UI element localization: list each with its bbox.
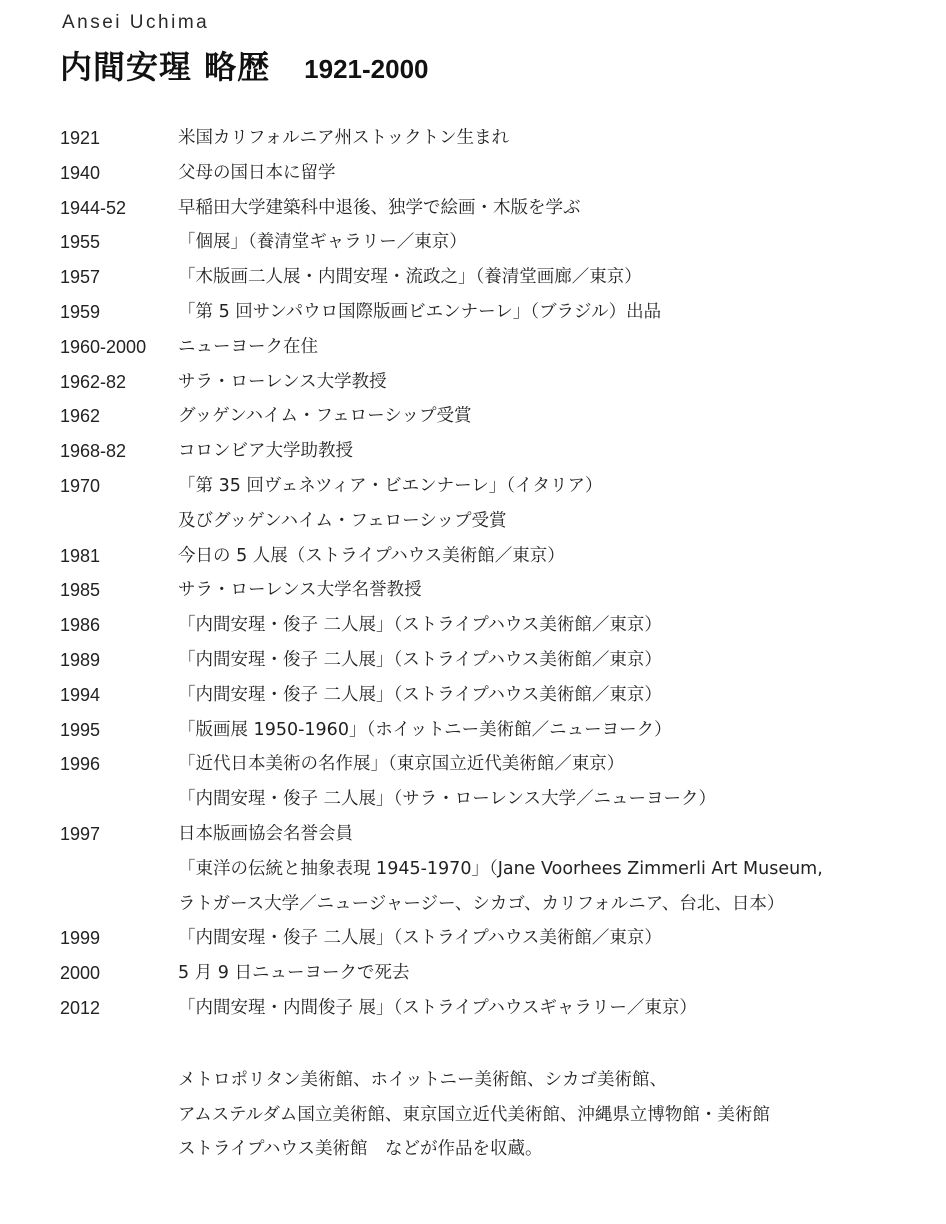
entry-text: 「内間安瑆・俊子 二人展」（ストライプハウス美術館／東京） — [178, 928, 662, 949]
entry-text: 「内間安瑆・俊子 二人展」（ストライプハウス美術館／東京） — [178, 615, 662, 636]
title-text: 内間安瑆 略歴 — [60, 48, 271, 86]
entry-year: 1999 — [60, 928, 101, 949]
entry-year: 1989 — [60, 650, 101, 670]
entry-year: 2000 — [60, 963, 101, 984]
entry-year: 1957 — [60, 267, 101, 288]
entry-year: 1995 — [60, 719, 101, 740]
entry-year: 1986 — [60, 615, 101, 636]
entry-year: 1959 — [60, 302, 101, 322]
entry-text: 「第 35 回ヴェネツィア・ビエンナーレ」（イタリア） — [178, 476, 603, 496]
entry-year: 1944-52 — [60, 197, 127, 218]
entry-text: 「個展」（養清堂ギャラリー／東京） — [178, 232, 467, 253]
entry-year: 1962-82 — [60, 371, 127, 392]
entry-text: 「内間安瑆・俊子 二人展」（サラ・ローレンス大学／ニューヨーク） — [178, 789, 716, 810]
entry-year: 2012 — [60, 998, 101, 1018]
title-years: 1921-2000 — [304, 54, 429, 84]
entry-text: ラトガース大学／ニュージャージー、シカゴ、カリフォルニア、台北、日本） — [178, 893, 785, 914]
entry-text: 「内間安瑆・俊子 二人展」（ストライプハウス美術館／東京） — [178, 650, 662, 670]
collection-line: メトロポリタン美術館、ホイットニー美術館、シカゴ美術館、 — [178, 1070, 667, 1090]
entry-year: 1985 — [60, 580, 101, 601]
entry-year: 1996 — [60, 754, 101, 775]
entry-text: 「近代日本美術の名作展」（東京国立近代美術館／東京） — [178, 754, 625, 775]
entry-year: 1960-2000 — [60, 336, 147, 357]
entry-text: 「第 5 回サンパウロ国際版画ビエンナーレ」（ブラジル）出品 — [178, 302, 662, 322]
entry-text: 父母の国日本に留学 — [178, 162, 336, 183]
collection-line: アムステルダム国立美術館、東京国立近代美術館、沖縄県立博物館・美術館 — [178, 1104, 770, 1125]
entry-text: 日本版画協会名誉会員 — [178, 824, 353, 844]
artist-name-romaji: Ansei Uchima — [62, 12, 210, 33]
entry-year: 1981 — [60, 545, 101, 566]
entry-year: 1970 — [60, 476, 101, 496]
entry-text: 「東洋の伝統と抽象表現 1945-1970」（Jane Voorhees Zimmerli Art Museum, — [178, 858, 823, 879]
entry-year: 1955 — [60, 232, 101, 253]
entry-year: 1940 — [60, 162, 101, 183]
entry-text: 今日の 5 人展（ストライプハウス美術館／東京） — [178, 545, 565, 566]
entry-year: 1921 — [60, 128, 101, 148]
entry-text: サラ・ローレンス大学教授 — [178, 371, 387, 392]
entry-text: サラ・ローレンス大学名誉教授 — [178, 580, 422, 601]
collection-line: ストライプハウス美術館 などが作品を収蔵。 — [178, 1139, 543, 1160]
entry-text: 5 月 9 日ニューヨークで死去 — [178, 963, 410, 984]
entry-text: 「内間安瑆・内間俊子 展」（ストライプハウスギャラリー／東京） — [178, 998, 697, 1018]
entry-text: 米国カリフォルニア州ストックトン生まれ — [178, 128, 510, 148]
entry-text: 「内間安瑆・俊子 二人展」（ストライプハウス美術館／東京） — [178, 684, 662, 705]
entry-text: コロンビア大学助教授 — [178, 441, 353, 462]
entry-year: 1962 — [60, 406, 101, 427]
page-title — [60, 42, 429, 88]
entry-text: 早稲田大学建築科中退後、独学で絵画・木版を学ぶ — [178, 197, 581, 218]
entry-text: 「木版画二人展・内間安瑆・流政之」（養清堂画廊／東京） — [178, 267, 642, 288]
entry-text: 及びグッゲンハイム・フェローシップ受賞 — [178, 510, 507, 531]
entry-year: 1997 — [60, 824, 101, 844]
entry-text: ニューヨーク在住 — [178, 336, 318, 357]
entry-year: 1968-82 — [60, 441, 127, 462]
entry-text: 「版画展 1950-1960」（ホイットニー美術館／ニューヨーク） — [178, 719, 672, 740]
entry-text: グッゲンハイム・フェローシップ受賞 — [178, 406, 472, 427]
entry-year: 1994 — [60, 684, 101, 705]
